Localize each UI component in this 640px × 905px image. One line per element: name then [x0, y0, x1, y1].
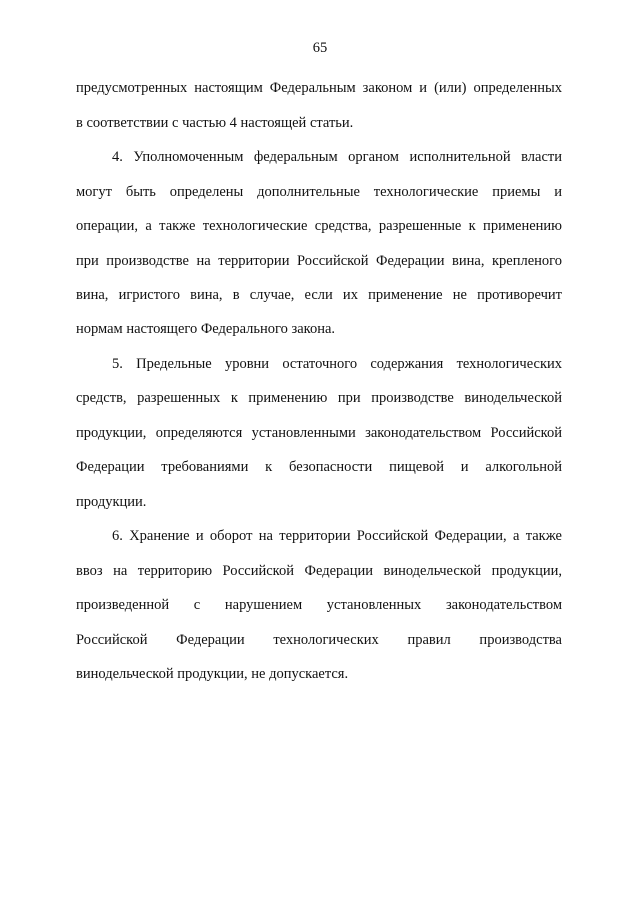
paragraph-4-line-1: 4. Уполномоченным федеральным органом исполнительной власти: [112, 149, 562, 165]
paragraph-5-line-5: продукции.: [76, 494, 147, 510]
paragraph-6-line-2: ввоз на территорию Российской Федерации винодельческой продукции,: [76, 563, 562, 579]
paragraph-6-line-5: винодельческой продукции, не допускается.: [76, 666, 349, 682]
paragraph-5-line-3: продукции, определяются установленными законодательством Российской: [76, 425, 562, 441]
paragraph-5-line-1: 5. Предельные уровни остаточного содержания технологических: [112, 356, 562, 372]
paragraph-1-line-2: в соответствии с частью 4 настоящей статьи.: [76, 115, 354, 131]
paragraph-6-line-3: произведенной с нарушением установленных законодательством: [76, 597, 562, 613]
paragraph-6-line-4: Российской Федерации технологических правил производства: [76, 632, 562, 648]
paragraph-4-line-3: операции, а также технологические средства, разрешенные к применению: [76, 218, 562, 234]
paragraph-4-line-5: вина, игристого вина, в случае, если их применение не противоречит: [76, 287, 562, 303]
paragraph-5-line-4: Федерации требованиями к безопасности пищевой и алкогольной: [76, 459, 562, 475]
paragraph-4-line-4: при производстве на территории Российской Федерации вина, крепленого: [76, 253, 562, 269]
paragraph-1-line-1: предусмотренных настоящим Федеральным законом и (или) определенных: [76, 80, 562, 96]
paragraph-4-line-6: нормам настоящего Федерального закона.: [76, 321, 336, 337]
page-number: 65: [312, 40, 328, 56]
paragraph-4-line-2: могут быть определены дополнительные технологические приемы и: [76, 184, 562, 200]
paragraph-6-line-1: 6. Хранение и оборот на территории Российской Федерации, а также: [112, 528, 562, 544]
paragraph-5-line-2: средств, разрешенных к применению при производстве винодельческой: [76, 390, 562, 406]
